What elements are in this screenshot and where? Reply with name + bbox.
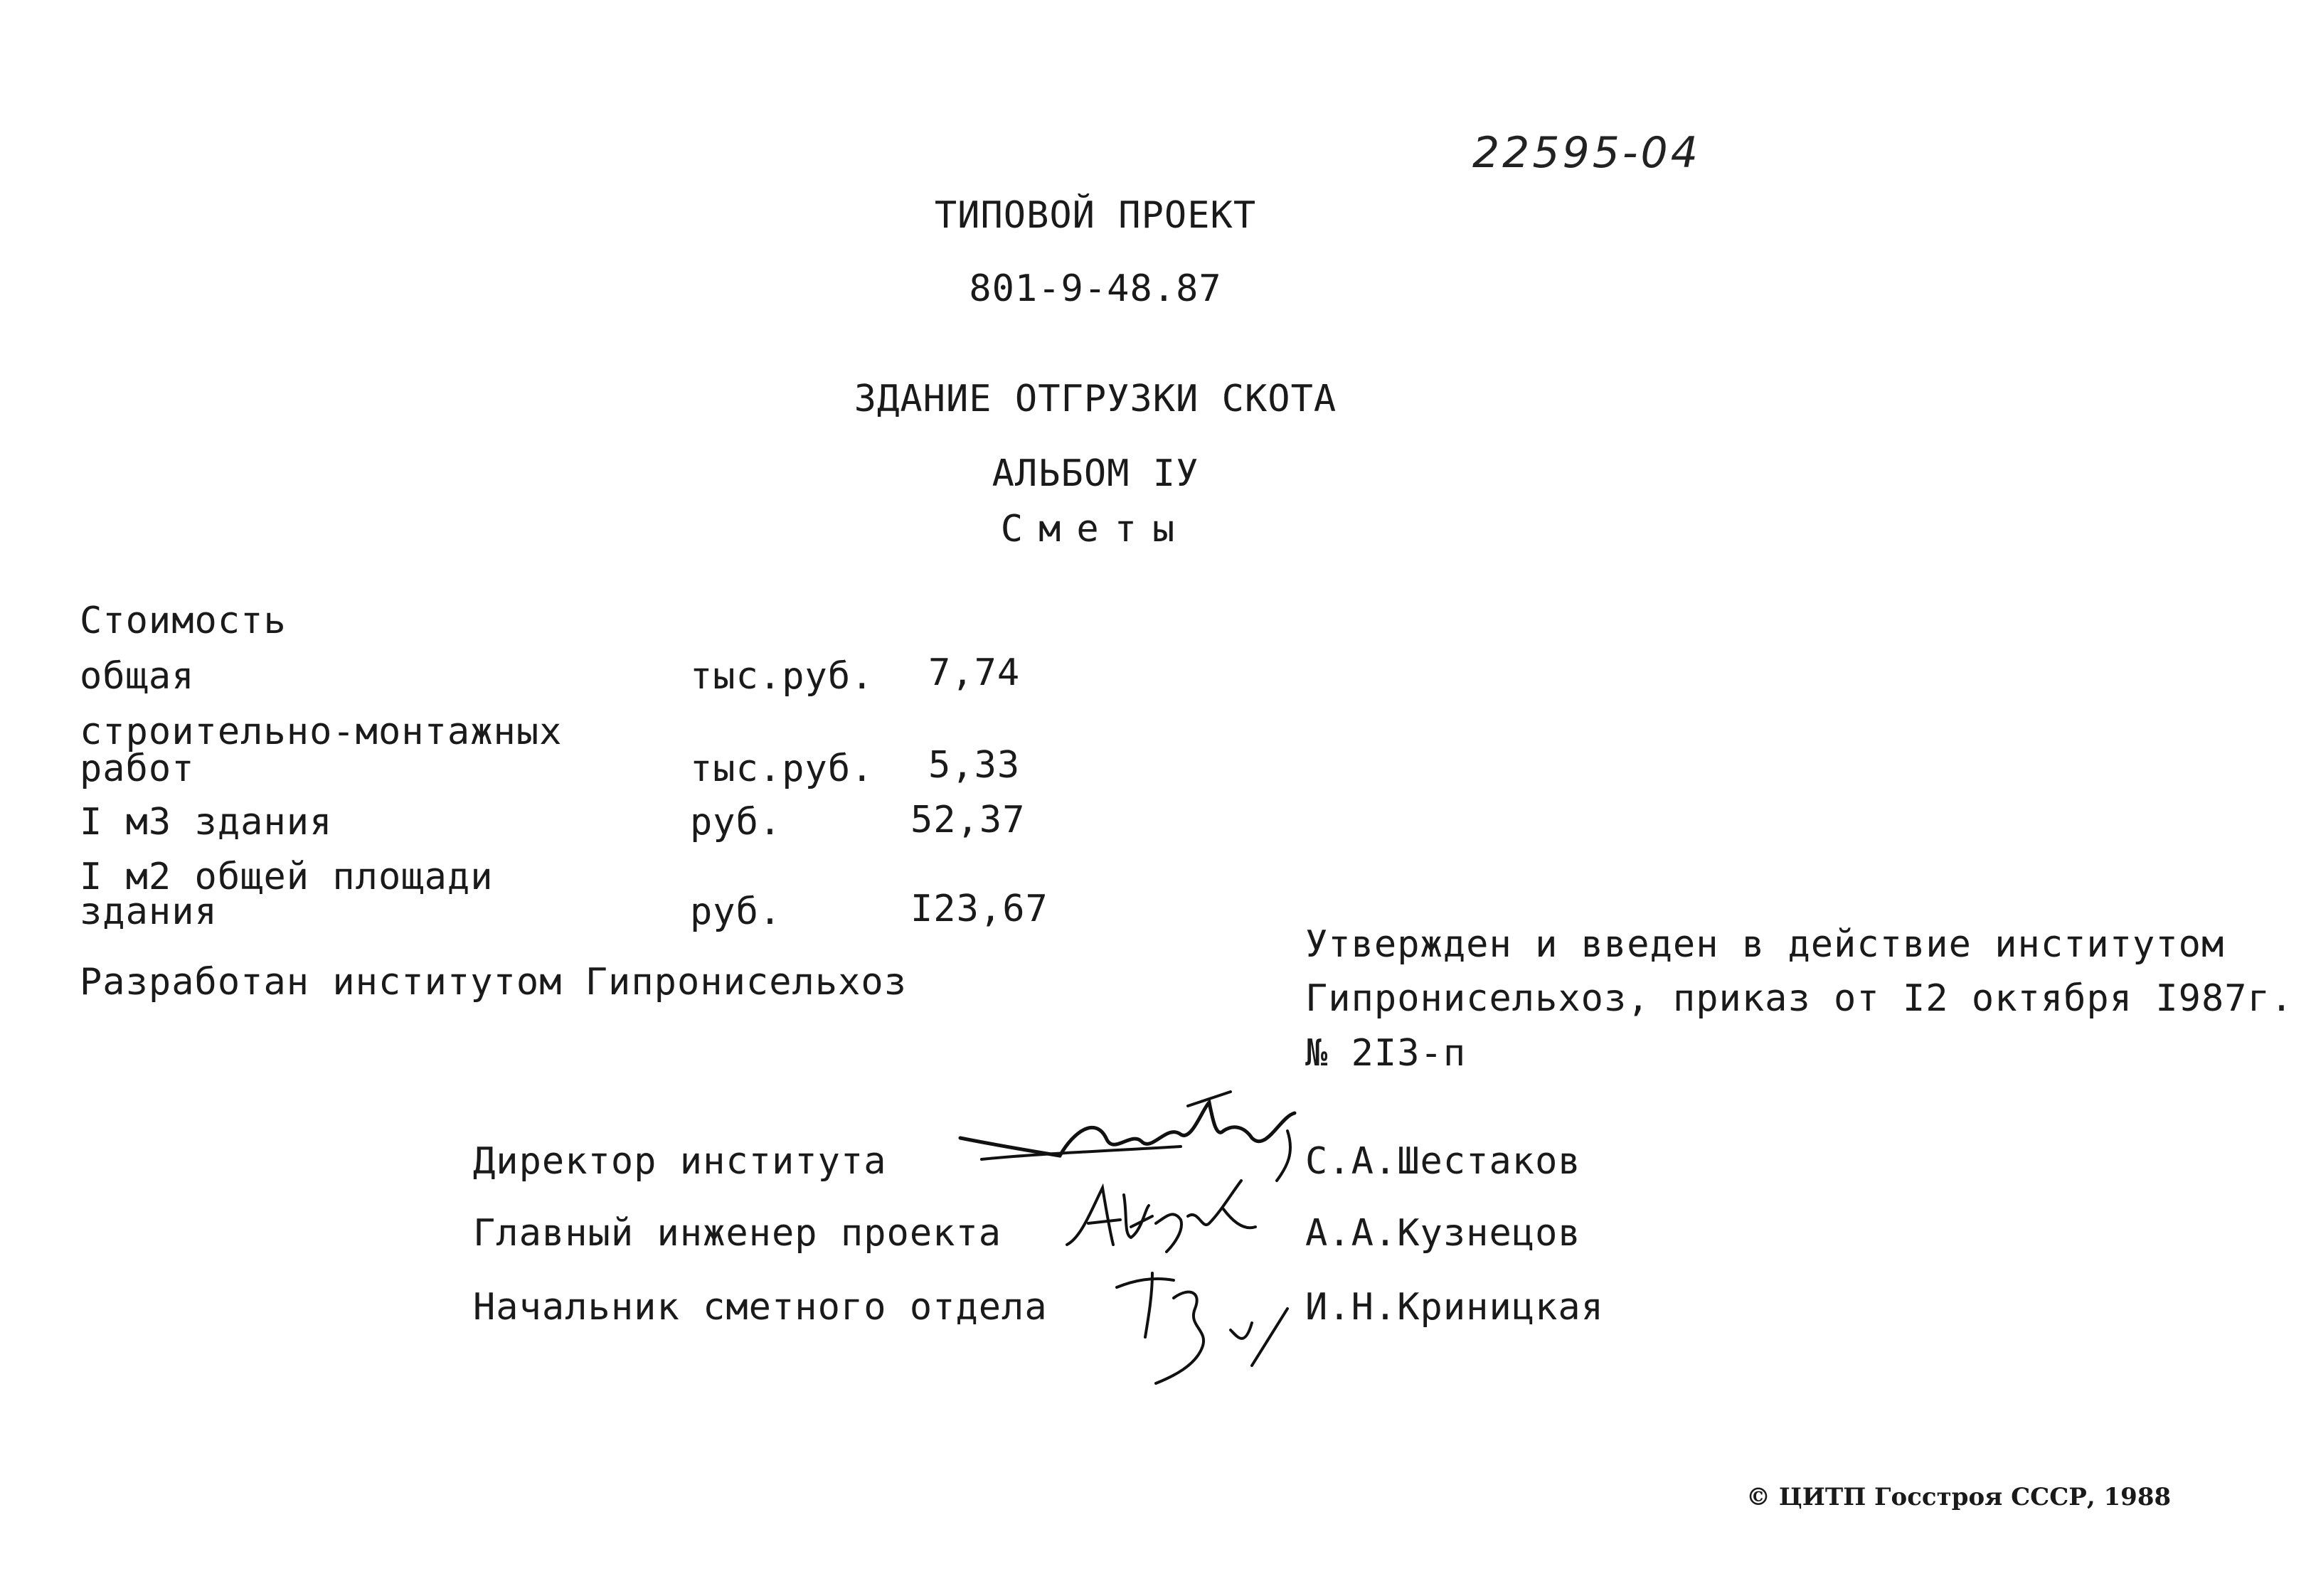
approval-line: Гипронисельхоз, приказ от I2 октября I987г. — [1305, 977, 2294, 1020]
cost-row-label: общая — [80, 655, 195, 698]
type-label: ТИПОВОЙ ПРОЕКТ — [934, 194, 1257, 237]
cost-row-unit: руб. — [690, 801, 782, 844]
signatory-name: А.А.Кузнецов — [1305, 1212, 1581, 1255]
document-number: 22595-04 — [1472, 128, 1701, 178]
cost-row-unit: руб. — [690, 890, 782, 933]
cost-row-unit: тыс.руб. — [690, 748, 874, 790]
cost-row-value: 5,33 — [928, 744, 1021, 787]
estimate-head-signature — [1110, 1259, 1295, 1394]
cost-row-value: 52,37 — [910, 799, 1026, 841]
project-code: 801-9-48.87 — [969, 267, 1222, 310]
cost-row-label: строительно-монтажных — [80, 711, 563, 753]
cost-row-label-continued: здания — [80, 890, 218, 933]
signatory-role: Директор института — [473, 1140, 887, 1183]
cost-row-value: I23,67 — [910, 888, 1048, 930]
cost-row-label: I м3 здания — [80, 801, 333, 844]
developed-by: Разработан институтом Гипронисельхоз — [80, 961, 908, 1004]
signatory-role: Главный инженер проекта — [473, 1212, 1002, 1255]
cost-heading: Стоимость — [80, 600, 287, 642]
cost-row-value: 7,74 — [928, 651, 1021, 694]
cost-row-label: I м2 общей площади — [80, 856, 494, 898]
signatory-name: С.А.Шестаков — [1305, 1140, 1581, 1183]
signatory-role: Начальник сметного отдела — [473, 1286, 1048, 1329]
cost-row-label-continued: работ — [80, 748, 195, 790]
album-label: АЛЬБОМ IУ — [992, 452, 1199, 495]
section-label: Сметы — [1000, 508, 1191, 550]
signatory-name: И.Н.Криницкая — [1305, 1286, 1604, 1329]
building-title: ЗДАНИЕ ОТГРУЗКИ СКОТА — [854, 378, 1337, 420]
cost-row-unit: тыс.руб. — [690, 655, 874, 698]
copyright-notice: © ЦИТП Госстроя СССР, 1988 — [1746, 1483, 2172, 1511]
approval-order-number: № 2I3-п — [1305, 1032, 1467, 1075]
chief-engineer-signature — [1060, 1166, 1273, 1273]
approval-line: Утвержден и введен в действие институтом — [1305, 923, 2225, 966]
